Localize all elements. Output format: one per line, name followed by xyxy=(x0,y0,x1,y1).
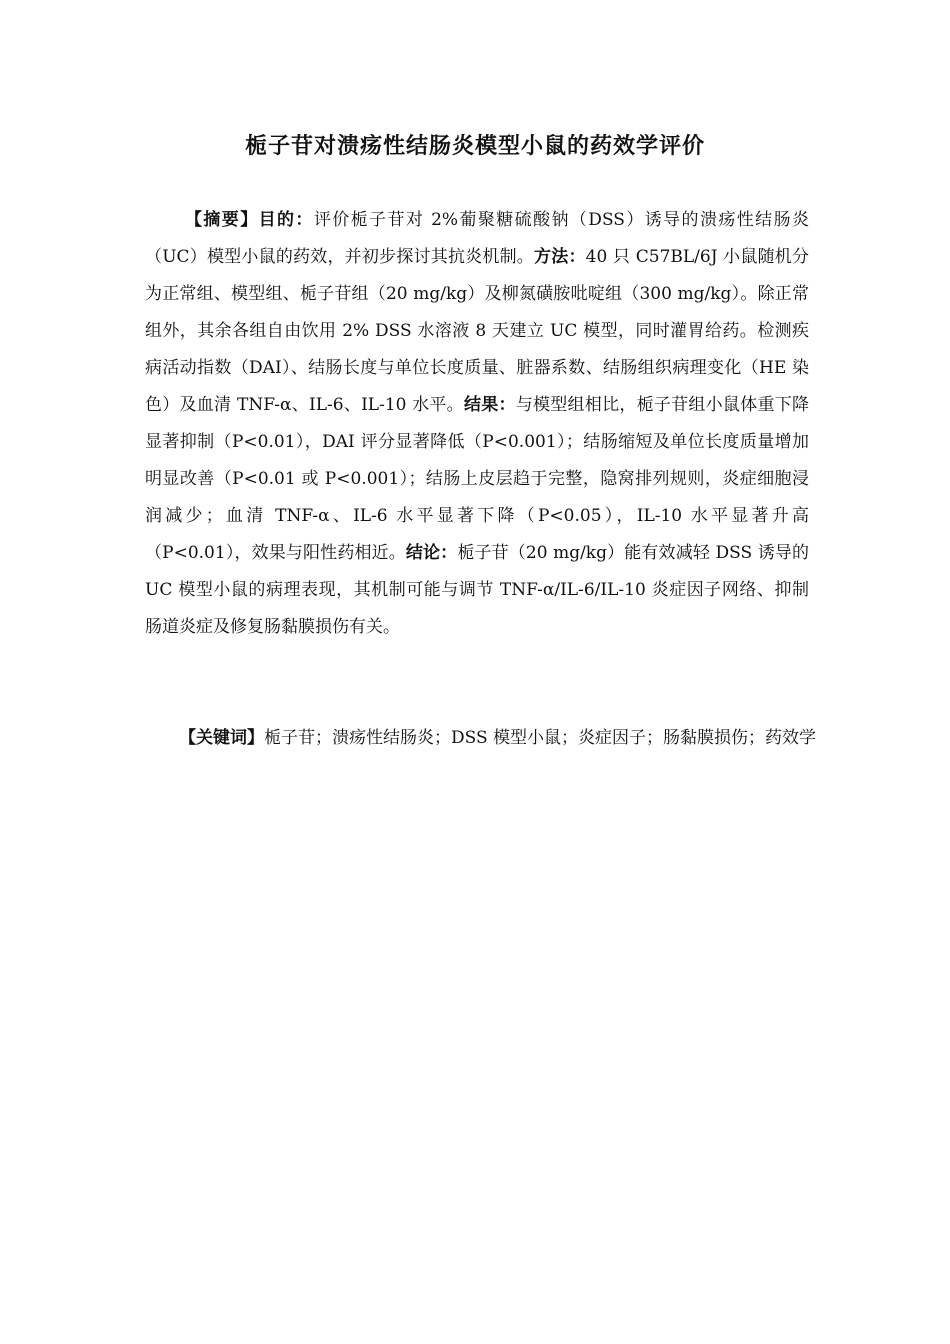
methods-label: 方法： xyxy=(534,247,586,267)
abstract-label: 【摘要】 xyxy=(185,210,259,230)
results-text: 与模型组相比，栀子苷组小鼠体重下降显著抑制（P<0.01），DAI 评分显著降低（P<0.001）；结肠缩短及单位长度质量增加明显改善（P<0.01 或 P<0.001）；结肠上皮层趋于完整，隐窝排列规则，炎症细胞浸润减少；血清 TNF-α、IL-6 水平显著下降（P<0.05），IL-10 水平显著升高（P<0.01），效果与阳性药相近。 xyxy=(145,395,809,563)
conclusion-label: 结论： xyxy=(405,543,458,563)
methods-text: 40 只 C57BL/6J 小鼠随机分为正常组、模型组、栀子苷组（20 mg/kg）及柳氮磺胺吡啶组（300 mg/kg）。除正常组外，其余各组自由饮用 2% DSS 水溶液 8 天建立 UC 模型，同时灌胃给药。检测疾病活动指数（DAI）、结肠长度与单位长度质量、脏器系数、结肠组织病理变化（HE 染色）及血清 TNF-α、IL-6、IL-10 水平。 xyxy=(145,247,809,415)
objective-text: 评价栀子苷对 2%葡聚糖硫酸钠（DSS）诱导的溃疡性结肠炎（UC）模型小鼠的药效，并初步探讨其抗炎机制。 xyxy=(145,210,809,267)
keywords-text: 栀子苷；溃疡性结肠炎；DSS 模型小鼠；炎症因子；肠黏膜损伤；药效学 xyxy=(264,728,817,748)
conclusion-text: 栀子苷（20 mg/kg）能有效减轻 DSS 诱导的 UC 模型小鼠的病理表现，其机制可能与调节 TNF-α/IL-6/IL-10 炎症因子网络、抑制肠道炎症及修复肠黏膜损伤有关。 xyxy=(145,543,809,637)
abstract-paragraph xyxy=(145,202,809,646)
keywords-label: 【关键词】 xyxy=(179,728,264,748)
objective-label: 目的： xyxy=(258,210,314,230)
paper-title: 栀子苷对溃疡性结肠炎模型小鼠的药效学评价 xyxy=(244,134,705,159)
keywords-paragraph xyxy=(145,720,817,757)
results-label: 结果： xyxy=(463,395,516,415)
